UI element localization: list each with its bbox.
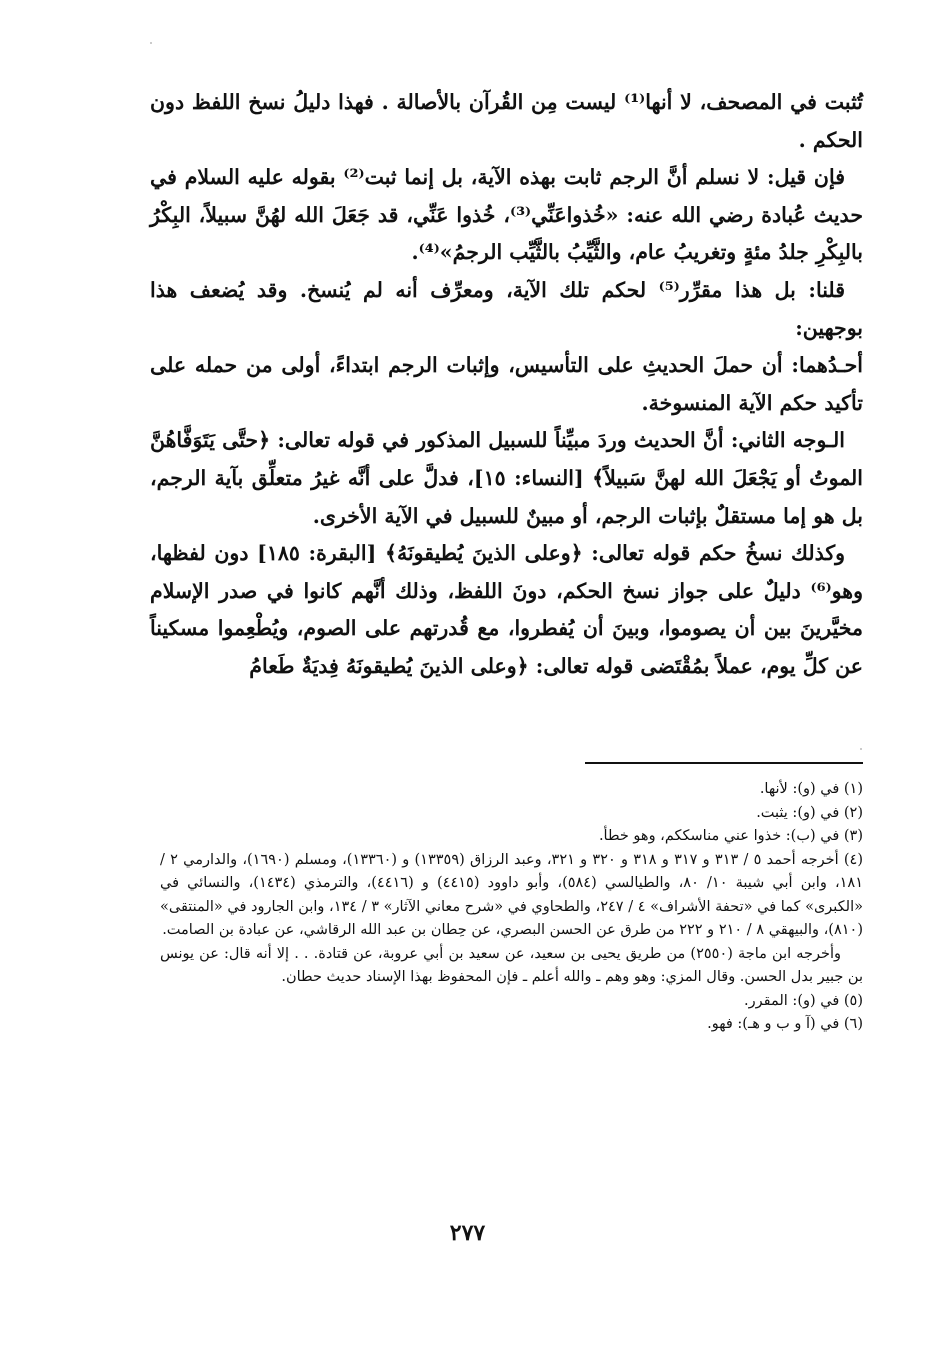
scan-speck [150, 42, 152, 44]
paragraph-3: قلنا: بل هذا مقرِّر⁽⁵⁾ لحكم تلك الآية، ومعرِّف أنه لم يُنسخ. وقد يُضعف هذا بوجهين: [150, 277, 863, 340]
footnote-divider [585, 762, 863, 764]
main-text-body [150, 84, 863, 686]
footnote-4-continuation: وأخرجه ابن ماجة (٢٥٥٠) من طريق يحيى بن سعيد، عن سعيد بن أبي عروبة، عن قتادة. . . إلا أنه قال: عن يونس بن جبير بدل الحسن. وقال المزي: وهو وهم ـ والله أعلم ـ فإن المحفوظ بهذا الإسناد حديث حطان. [160, 945, 863, 985]
footnotes [160, 778, 863, 1037]
paragraph-5: الـوجه الثاني: أنَّ الحديث وردَ مبيِّناً للسبيل المذكور في قوله تعالى: ﴿حتَّى يَتَوَفَّاهُنَّ الموتُ أو يَجْعَلَ الله لهنَّ سَبيلاً﴾ [النساء: ١٥]، فدلَّ على أنَّه غيرُ متعلِّق بآية الرجم، بل هو إما مستقلٌ بإثبات الرجم، أو مبينٌ للسبيل في الآية الأخرى. [150, 428, 863, 528]
paragraph-2: فإن قيل: لا نسلم أنَّ الرجم ثابت بهذه الآية، بل إنما ثبت⁽²⁾ بقوله عليه السلام في حديث عُبادة رضي الله عنه: «خُذواعَنِّي⁽³⁾، خُذوا عَنِّي، قد جَعَلَ الله لهُنَّ سبيلاً، البِكْرُ بالبِكْرِ جلدُ مئةٍ وتغريبُ عام، والثَّيِّبُ بالثَّيِّب الرجمُ»⁽⁴⁾. [150, 165, 863, 265]
footnote-2: (٢) في (و): يثبت. [756, 804, 863, 821]
footnote-6: (٦) في (آ و ب و هـ): فهو. [707, 1016, 863, 1032]
scan-speck [860, 748, 862, 750]
footnote-3: (٣) في (ب): خذوا عني مناسككم، وهو خطأ. [598, 828, 863, 844]
footnote-1: (١) في (و): لأنها. [759, 781, 863, 797]
footnote-5: (٥) في (و): المقرر. [744, 992, 863, 1009]
paragraph-1: تُثبت في المصحف، لا أنها⁽¹⁾ ليست مِن القُرآن بالأصالة . فهذا دليلُ نسخ اللفظ دون الحكم . [150, 90, 863, 152]
paragraph-6: وكذلك نسخُ حكم قوله تعالى: ﴿وعلى الذينَ يُطيقونَهُ﴾ [البقرة: ١٨٥] دون لفظها، وهو⁽⁶⁾ دليلٌ على جواز نسخ الحكم، دونَ اللفظ، وذلك أنَّهم كانوا في صدر الإسلام مخيَّرينَ بين أن يصوموا، وبينَ أن يُفطروا، مع قُدرتهم على الصوم، ويُطْعِموا مسكيناً عن كلِّ يوم، عملاً بمُقْتَضى قوله تعالى: ﴿وعلى الذينَ يُطيقونَهُ فِديَةٌ طَعامُ [150, 541, 863, 678]
page-number: ٢٧٧ [449, 1220, 486, 1246]
paragraph-4: أحـدُهما: أن حملَ الحديثِ على التأسيس، وإثبات الرجم ابتداءً، أولى من حمله على تأكيد حكم الآية المنسوخة. [150, 353, 863, 415]
footnote-4: (٤) أخرجه أحمد ٥ / ٣١٣ و ٣١٧ و ٣١٨ و ٣٢٠ و ٣٢١، وعبد الرزاق (١٣٣٥٩) و (١٣٣٦٠)، ومسلم (١٦٩٠)، والدارمي ٢ / ١٨١، وابن أبي شيبة ١٠/ ٨٠، والطيالسي (٥٨٤)، وأبو داوود (٤٤١٥) و (٤٤١٦)، والترمذي (١٤٣٤)، والنسائي في «الكبرى» كما في «تحفة الأشراف» ٤ / ٢٤٧، والطحاوي في «شرح معاني الآثار» ٣ / ١٣٤، وابن الجارود في «المنتقى» (٨١٠)، والبيهقي ٨ / ٢١٠ و ٢٢٢ من طرق عن الحسن البصري، عن حِطان بن عبد الله الرقاشي، عن عبادة بن الصامت. [160, 851, 864, 938]
